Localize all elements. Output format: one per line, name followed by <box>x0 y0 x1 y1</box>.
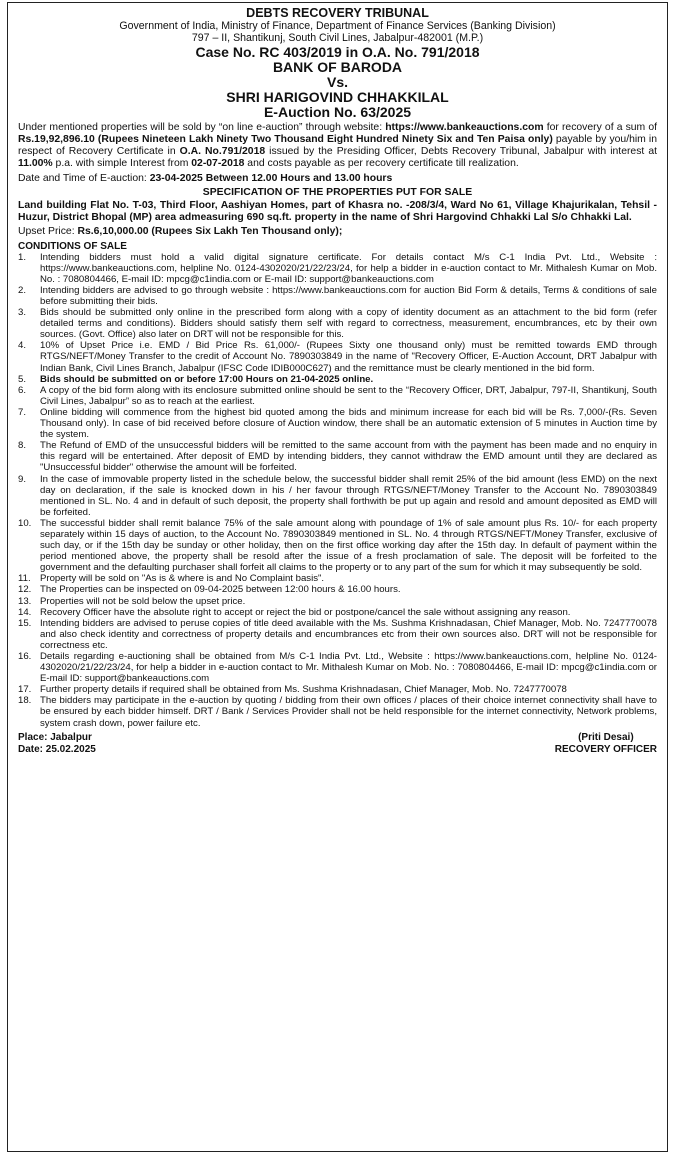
condition-text: Further property details if required shall be obtained from Ms. Sushma Krishnadasan, Chief Manager, Mob. No. 7247770078 <box>40 684 567 696</box>
intro-text-5: p.a. with simple Interest from <box>52 158 192 170</box>
condition-text: Properties will not be sold below the upset price. <box>40 595 246 607</box>
condition-item <box>18 607 657 618</box>
interest-rate: 11.00% <box>18 158 53 170</box>
condition-item <box>18 695 657 728</box>
intro-text-2: for recovery of a sum of <box>543 121 657 133</box>
condition-number: 2. <box>18 284 27 296</box>
footer-right <box>555 732 657 756</box>
intro-text-3: payable by you/him in respect of Recovery Certificate in <box>18 134 658 158</box>
tribunal-address: 797 – II, Shantikunj, South Civil Lines, Jabalpur-482001 (M.P.) <box>191 32 484 45</box>
condition-number: 3. <box>18 307 27 319</box>
intro-paragraph <box>18 122 657 171</box>
government-line: Government of India, Ministry of Finance, Department of Finance Services (Banking Division) <box>119 20 556 32</box>
condition-item <box>18 307 657 340</box>
auction-number: E-Auction No. 63/2025 <box>263 103 412 120</box>
notice-page <box>7 2 668 1152</box>
recovery-amount: Rs.19,92,896.10 (Rupees Nineteen Lakh Ninety Two Thousand Eight Hundred Ninety Six and Ten Paisa only) <box>18 134 553 146</box>
condition-number: 7. <box>18 406 27 418</box>
condition-text: Details regarding e-auctioning shall be obtained from M/s C-1 India Pvt. Ltd., Website : https://www.bankeauctions.com, helpline No. 0124-4302020/21/22/23/24, for help a bidder in e-auction contact to Mr. Mithalesh Kumar on Mob. No. : 7080804466, E-mail ID: mpcg@c1india.com or E-mail ID: support@bankeauctions.com <box>40 651 657 685</box>
case-number: Case No. RC 403/2019 in O.A. No. 791/2018 <box>195 43 480 60</box>
versus: Vs. <box>326 73 348 90</box>
condition-number: 11. <box>18 573 31 585</box>
condition-item <box>18 584 657 595</box>
condition-text: The Properties can be inspected on 09-04-2025 between 12:00 hours & 16.00 hours. <box>40 584 401 596</box>
condition-text: A copy of the bid form along with its enclosure submitted online should be sent to the “Recovery Officer, DRT, Jabalpur, 797-II, Shantikunj, South Civil Lines, Jabalpur” so as to reach at the earliest. <box>40 384 657 407</box>
condition-text: Intending bidders are advised to go through website : https://www.bankeauctions.com for auction Bid Form & details, Terms & conditions of sale before submitting their bids. <box>40 284 657 307</box>
condition-text: Intending bidders must hold a valid digital signature certificate. For details contact M/s C-1 India Pvt. Ltd., Website : https://www.bankeauctions.com, helpline No. 0124-4302020/21/22/23/24, for help a bidder in e-auction contact to Mr. Mithalesh Kumar on Mob. No. : 7080804466, E-mail ID: mpcg@c1india.com or E-mail ID: support@bankeauctions.com <box>40 251 657 285</box>
condition-text: Bids should be submitted only online in the prescribed form along with a copy of identity document as an attachment to the bid form (refer detailed terms and conditions). Bidders should satisfy them self with regard to correctness, measurement, encumbrances, etc by their own sources. (Govt. Office) also later on DRT will not be responsible for this. <box>40 307 657 341</box>
condition-number: 10. <box>18 517 32 529</box>
condition-text: The bidders may participate in the e-auction by quoting / bidding from their own offices / places of their choice internet connectivity shall have to be ensured by each bidder himself. DRT / Bank / Services Provider shall not be held responsible for the internet connectivity, Network problems, system crash down, power failure etc. <box>40 695 657 729</box>
condition-number: 6. <box>18 384 27 396</box>
footer-left <box>18 732 96 756</box>
conditions-list <box>18 252 657 729</box>
signatory-name: (Priti Desai) <box>578 731 634 743</box>
condition-text: Online bidding will commence from the highest bid quoted among the bids and minimum increase for each bid will be Rs. 7,000/-(Rs. Seven Thousand only). In case of bid received before closure of Auction window, there shall be an automatic extension of 5 minutes in Auction time by the system. <box>40 406 657 441</box>
condition-item <box>18 573 657 584</box>
oa-number: O.A. No.791/2018 <box>179 146 266 158</box>
notice-footer <box>18 732 657 756</box>
condition-text: Recovery Officer have the absolute right to accept or reject the bid or postpone/cancel the sale without assigning any reason. <box>40 606 571 618</box>
respondent-name: SHRI HARIGOVIND CHHAKKILAL <box>226 88 449 105</box>
condition-item <box>18 407 657 440</box>
conditions-title: CONDITIONS OF SALE <box>18 240 127 252</box>
condition-number: 13. <box>18 595 32 607</box>
intro-text-1: Under mentioned properties will be sold by “on line e-auction” through website: <box>18 121 386 133</box>
condition-item <box>18 252 657 285</box>
notice-header <box>18 6 657 120</box>
auction-date-time <box>18 173 657 185</box>
condition-number: 9. <box>18 473 27 485</box>
interest-from-date: 02-07-2018 <box>191 158 245 170</box>
condition-text: Bids should be submitted on or before 17:00 Hours on 21-04-2025 online. <box>40 373 374 385</box>
condition-item <box>18 596 657 607</box>
auction-time-label: Date and Time of E-auction: <box>18 172 150 184</box>
condition-text: The Refund of EMD of the unsuccessful bidders will be remitted to the same account from with the payment has been made and no enquiry in this regard will be entertained. After deposit of EMD by intending bidders, they cannot withdraw the EMD amount until they are declared as "Unsuccessful bidder" otherwise the amount will be forfeited. <box>40 440 657 474</box>
condition-text: 10% of Upset Price i.e. EMD / Bid Price Rs. 61,000/- (Rupees Sixty one thousand only) must be remitted towards EMD through RTGS/NEFT/Money Transfer to the credit of Account No. 7890303849 in the name of "Recovery Officer, E-Auction Account, DRT Jabalpur with Indian Bank, Civil Lines Branch, Jabalpur (IFSC Code IDIB000C627) and the remittance must be clearly mentioned in the bid form. <box>40 340 657 374</box>
condition-text: Property will be sold on "As is & where is and No Complaint basis". <box>40 573 325 585</box>
condition-number: 16. <box>18 651 32 662</box>
condition-text: The successful bidder shall remit balance 75% of the sale amount along with poundage of 1% of sale amount plus Rs. 10/- for each property separately within 15 days of auction, to the Account No. 7890303849 mentioned in SL. No. 4 through RTGS/NEFT/Money Transfer, exclusive of such day, or if the 15th day be sunday or other holiday, then on the first office working day after the 15th day. In default of payment within the period mentioned above, the property shall be resold after the issue of a fresh proclamation of sale. The deposit will be forfeited to the government and the defaulting purchaser shall forfeit all claims to the property or to any part of the sum for which it may subsequently be sold. <box>40 517 657 574</box>
tribunal-name: DEBTS RECOVERY TRIBUNAL <box>246 6 429 20</box>
upset-price-label: Upset Price: <box>18 226 78 238</box>
upset-price-value: Rs.6,10,000.00 (Rupees Six Lakh Ten Thousand only); <box>77 226 343 238</box>
condition-item <box>18 518 657 573</box>
date: Date: 25.02.2025 <box>18 743 96 755</box>
condition-item <box>18 474 657 518</box>
condition-number: 12. <box>18 584 32 596</box>
condition-number: 18. <box>18 695 32 707</box>
condition-number: 15. <box>18 617 32 629</box>
auction-time-value: 23-04-2025 Between 12.00 Hours and 13.00 hours <box>149 172 393 184</box>
place: Place: Jabalpur <box>18 731 92 743</box>
intro-text-4: issued by the Presiding Officer, Debts Recovery Tribunal, Jabalpur with interest at <box>265 146 657 158</box>
condition-number: 1. <box>18 251 27 263</box>
condition-item <box>18 385 657 407</box>
condition-item <box>18 340 657 373</box>
condition-number: 8. <box>18 440 27 452</box>
specification-title: SPECIFICATION OF THE PROPERTIES PUT FOR SALE <box>202 186 473 198</box>
condition-number: 14. <box>18 606 32 618</box>
condition-number: 5. <box>18 373 27 385</box>
bank-name: BANK OF BARODA <box>272 58 403 75</box>
upset-price <box>18 226 657 238</box>
property-description: Land building Flat No. T-03, Third Floor, Aashiyan Homes, part of Khasra no. -208/3/4, Ward No 61, Village Khajurikalan, Tehsil - Huzur, District Bhopal (MP) area admeasuring 690 sq.ft. property in the name of Shri Hargovind Chhakki Lal S/o Chhakki Lal. <box>18 199 657 224</box>
condition-item <box>18 618 657 651</box>
website-link[interactable]: https://www.bankeauctions.com <box>385 121 544 133</box>
condition-text: Intending bidders are advised to peruse copies of title deed available with the Ms. Sushma Krishnadasan, Chief Manager, Mob. No. 7247770078 and also check identity and correctness of property details and encumbrances etc from their own sources also. DRT will not be responsible for correctness etc. <box>40 617 657 651</box>
condition-item <box>18 374 657 385</box>
intro-text-6: and costs payable as per recovery certificate till realization. <box>244 158 519 170</box>
condition-number: 4. <box>18 340 27 352</box>
condition-item <box>18 285 657 307</box>
condition-item <box>18 440 657 473</box>
condition-item <box>18 684 657 695</box>
condition-text: In the case of immovable property listed in the schedule below, the successful bidder shall remit 25% of the bid amount (less EMD) on the next day on declaration, if the sale is knocked down in his / her favour through RTGS/NEFT/Money Transfer to the Account No. 7890303849 mentioned in SL. No. 4 and in default of such deposit, the property shall forthwith be put up again and resold and amount deposited as EMD will be forfeited. <box>40 473 657 518</box>
signatory-designation: RECOVERY OFFICER <box>554 743 657 755</box>
condition-number: 17. <box>18 684 32 696</box>
condition-item <box>18 651 657 684</box>
